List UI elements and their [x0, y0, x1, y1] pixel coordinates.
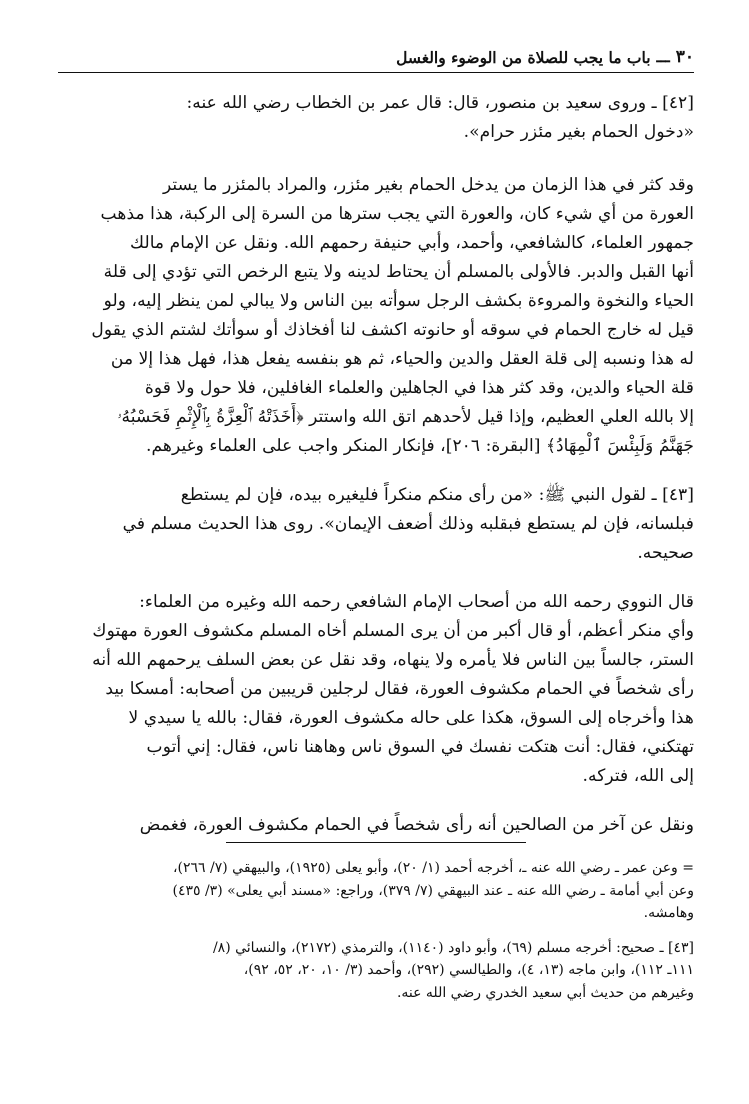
footnote-continued [58, 857, 694, 925]
footnote-line: = وعن عمر ـ رضي الله عنه ـ، أخرجه أحمد (١/ ٢٠)، وأبو يعلى (١٩٢٥)، والبيهقي (٧/ ٢٦٦)، [172, 860, 694, 876]
text-line: وأي منكر أعظم، أو قال أكبر من أن يرى المسلم أخاه المسلم مكشوف العورة مهتوك [92, 621, 694, 641]
text-line: له هذا ونسبه إلى قلة العقل والدين والحياء، ثم هو بنفسه يفعل هذا، فهل هذا إلا من [110, 349, 694, 369]
paragraph-gap [58, 461, 694, 481]
footnote-43 [58, 937, 694, 1005]
footnote-line: وهامشه. [643, 905, 694, 921]
paragraph-42 [58, 89, 694, 147]
chapter-title: باب ما يجب للصلاة من الوضوء والغسل [396, 47, 651, 67]
paragraph-gap [58, 568, 694, 588]
paragraph-nawawi [58, 588, 694, 791]
text-line: «دخول الحمام بغير مئزر حرام». [463, 122, 694, 142]
paragraph-gap [58, 147, 694, 171]
text-line: إلى الله، فتركه. [582, 766, 694, 786]
paragraph-43 [58, 481, 694, 568]
paragraph-continued [58, 811, 694, 840]
text-line: جَهَنَّمُ وَلَبِئْسَ ٱلْمِهَادُ﴾ [البقرة: ٢٠٦]، فإنكار المنكر واجب على العلماء وغيرهم. [146, 436, 694, 456]
text-line: قلة الحياء والدين، وقد كثر هذا في الجاهلين والعلماء الغافلين، فلا حول ولا قوة [144, 378, 694, 398]
page-number: ٣٠ [675, 47, 694, 67]
paragraph-commentary [58, 171, 694, 461]
footnote-line: [٤٣] ـ صحيح: أخرجه مسلم (٦٩)، وأبو داود (١١٤٠)، والترمذي (٢١٧٢)، والنسائي (٨/ [212, 939, 694, 956]
text-line: [٤٢] ـ وروى سعيد بن منصور، قال: قال عمر بن الخطاب رضي الله عنه: [186, 93, 694, 113]
text-line: هذا وأخرجاه إلى السوق، هكذا على حاله مكشوف العورة، فقال: بالله يا سيدي لا [128, 708, 694, 728]
paragraph-gap [58, 791, 694, 811]
text-line: قال النووي رحمه الله من أصحاب الإمام الشافعي رحمه الله وغيره من العلماء: [139, 592, 694, 612]
footnote-line: وغيرهم من حديث أبي سعيد الخدري رضي الله عنه. [396, 984, 694, 1001]
book-page [58, 42, 694, 1082]
text-line: أنها القبل والدبر. فالأولى بالمسلم أن يحتاط لدينه ولا يتبع الرخص التي تؤدي إلى قلة [103, 262, 694, 282]
running-header [58, 42, 694, 73]
text-line: [٤٣] ـ لقول النبي ﷺ: «من رأى منكم منكراً فليغيره بيده، فإن لم يستطع [180, 485, 694, 505]
text-line: العورة من أي شيء كان، والعورة التي يجب سترها من السرة إلى الركبة، هذا مذهب [100, 204, 694, 224]
text-line: وقد كثر في هذا الزمان من يدخل الحمام بغير مئزر، والمراد بالمئزر ما يستر [162, 175, 694, 195]
text-line: فبلسانه، فإن لم يستطع فبقلبه وذلك أضعف الإيمان». روى هذا الحديث مسلم في [122, 514, 694, 534]
text-line: إلا بالله العلي العظيم، وإذا قيل لأحدهم اتق الله واستتر ﴿أَخَذَتْهُ ٱلْعِزَّةُ بِٱلْإِثْمِ فَحَسْبُهُۥ [117, 407, 694, 427]
header-dash: ـــ [656, 48, 670, 66]
text-line: ونقل عن آخر من الصالحين أنه رأى شخصاً في الحمام مكشوف العورة، فغمض [139, 815, 694, 835]
text-line: جمهور العلماء، كالشافعي، وأحمد، وأبي حنيفة رحمهم الله. ونقل عن الإمام مالك [129, 233, 694, 253]
footnotes [58, 842, 694, 1004]
text-line: صحيحه. [637, 543, 694, 563]
text-line: قيل له خارج الحمام في سوقه أو حانوته اكشف لنا أفخاذك أو سوأتك لشتم الذي يقول [91, 320, 694, 340]
text-line: الستر، جالساً بين الناس فلا يأمره ولا ينهاه، وقد نقل عن بعض السلف يرحمهم الله أنه [92, 650, 694, 670]
text-line: تهتكني، فقال: أنت هتكت نفسك في السوق ناس وهاهنا ناس، فقال: إني أتوب [146, 737, 694, 757]
footnote-gap [58, 925, 694, 937]
footnote-line: ١١١ـ ١١٢)، وابن ماجه (١٣، ٤)، والطيالسي (٢٩٢)، وأحمد (٣/ ١٠، ٢٠، ٥٢، ٩٢)، [243, 962, 694, 978]
text-line: الحياء والنخوة والمروءة بكشف الرجل سوأته بين الناس ولا يبالي لمن ينظر إليه، ولو [103, 291, 694, 311]
footnote-line: وعن أبي أمامة ـ رضي الله عنه ـ عند البيهقي (٧/ ٣٧٩)، وراجع: «مسند أبي يعلى» (٣/ ٤٣٥) [172, 882, 694, 899]
footnote-divider [226, 842, 526, 843]
text-line: رأى شخصاً في الحمام مكشوف العورة، فقال لرجلين قريبين من أصحابه: أمسكا بيد [105, 679, 694, 699]
